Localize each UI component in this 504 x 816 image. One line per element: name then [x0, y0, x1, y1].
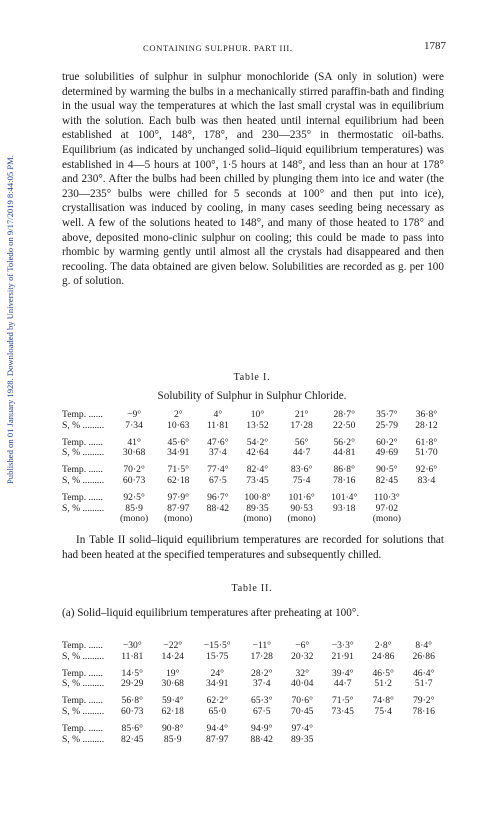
- temp-row-cell: 45·6°: [167, 436, 189, 448]
- temp-row-cell: 2·8°: [374, 640, 392, 651]
- temp-row-label: Temp. ......: [62, 640, 103, 651]
- sulphur-row-cell: 75·4: [374, 705, 392, 717]
- sulphur-row-cell: 65·0: [208, 705, 227, 717]
- temp-row-label: Temp. ......: [62, 722, 103, 734]
- temp-row: [62, 724, 444, 735]
- temp-row-cell: [409, 493, 444, 504]
- page-number: 1787: [424, 40, 446, 52]
- sulphur-row-cell: 11·81: [121, 650, 144, 662]
- sulphur-row-cell: 67·5: [209, 474, 227, 486]
- sulphur-row-cell: 88·42: [250, 733, 273, 745]
- sulphur-row-cell: 44·81: [333, 447, 356, 459]
- note-cell: (mono): [372, 513, 401, 525]
- sulphur-row-cell: 83·4: [417, 474, 436, 486]
- intro-paragraph: true solubilities of sulphur in sulphur monochloride (SA only in solution) were determined by warming the bulbs in a mechanically stirred paraffin-bath and finding in the usual way the temperatures at which the last small crystal was in equilibrium with the solution. Each bulb was then heated until internal equilibrium had been established at 100°, 148°, 178°, and 230—235° in thermostatic oil-baths. Equilibrium (as indicated by unchanged solid–liquid equilibrium temperatures) was established in 4—5 hours at 100°, 1·5 hours at 148°, and less than an hour at 178° and 230°. After the bulbs had been chilled by plunging them into ice and water (the 230—235° bulbs were chilled for 5 seconds at 100° and then put into ice), crystallisation was induced by cooling, in many cases seeding being necessary as well. A few of the solutions heated to 148°, and many of those heated to 178° and above, deposited mono-clinic sulphur on cooling; this could be made to pass into rhombic by warming gently until almost all the crystals had disappeared and then recooling. The data obtained are given below. Solubilities are recorded as g. per 100 g. of solution.: [62, 71, 444, 288]
- temp-row-cell: 54·2°: [246, 436, 269, 448]
- sulphur-row-cell: 78·16: [333, 474, 356, 486]
- temp-row-cell: 36·8°: [415, 409, 438, 420]
- sulphur-row-cell: 37·4: [252, 678, 271, 690]
- temp-row-cell: 90·5°: [376, 464, 398, 476]
- temp-row-cell: 71·5°: [167, 464, 189, 476]
- temp-row-cell: 10°: [250, 409, 265, 420]
- sulphur-row-cell: 49·69: [375, 447, 399, 459]
- sulphur-row-cell: 17·28: [290, 419, 313, 431]
- sulphur-row-cell: 40·04: [291, 678, 314, 690]
- sulphur-row-cell: 87·97: [206, 733, 229, 745]
- table1-caption: Solubility of Sulphur in Sulphur Chloride.: [157, 390, 347, 402]
- table1-title: Table I.: [233, 372, 271, 383]
- sulphur-row: [62, 652, 444, 663]
- sulphur-row-cell: 24·86: [372, 650, 395, 662]
- temp-row-cell: 90·8°: [162, 722, 184, 734]
- sulphur-row-cell: 89·35: [246, 502, 269, 514]
- temp-row-cell: 85·6°: [121, 722, 143, 734]
- sulphur-row-cell: 51·70: [415, 447, 438, 459]
- sulphur-row-cell: 93·18: [333, 502, 356, 514]
- sulphur-row-cell: 34·91: [167, 447, 190, 459]
- sulphur-row-cell: [363, 735, 403, 746]
- note-cell: (mono): [243, 513, 272, 525]
- sulphur-row-cell: 67·5: [252, 705, 271, 717]
- table1: [62, 410, 444, 525]
- temp-row-cell: 71·5°: [331, 695, 354, 707]
- sulphur-row-cell: 87·97: [167, 502, 190, 514]
- table2: [62, 641, 444, 745]
- sulphur-row-cell: 20·32: [291, 650, 314, 662]
- sulphur-row-cell: 11·81: [206, 419, 229, 431]
- sulphur-row-cell: 44·7: [333, 678, 352, 690]
- sulphur-row-cell: 73·45: [246, 474, 269, 486]
- sulphur-row-cell: 26·86: [412, 650, 435, 662]
- temp-row-label: Temp. ......: [62, 409, 103, 420]
- temp-row-cell: 8·4°: [415, 640, 433, 651]
- temp-row-cell: 41°: [127, 436, 141, 448]
- temp-row-cell: 101·6°: [288, 491, 315, 503]
- sulphur-row-cell: 30·68: [122, 447, 146, 459]
- sulphur-row: [62, 735, 444, 746]
- temp-row-label: Temp. ......: [62, 436, 103, 448]
- download-watermark: Published on 01 January 1928. Downloaded by University of Toledo on 9/17/2019 8:44:05 PM.: [5, 155, 15, 485]
- sulphur-row-label: S, % .........: [62, 419, 105, 431]
- temp-row-cell: 39·4°: [331, 667, 354, 679]
- temp-row-cell: −11°: [252, 640, 271, 651]
- sulphur-row-cell: 85·9: [163, 733, 182, 745]
- temp-row-cell: −3·3°: [331, 640, 354, 651]
- temp-row-cell: 4°: [213, 409, 223, 420]
- sulphur-row: [62, 476, 444, 487]
- sulphur-row-label: S, % .........: [62, 678, 105, 690]
- sulphur-row-cell: 78·16: [412, 705, 435, 717]
- sulphur-row-cell: 7·34: [125, 419, 143, 431]
- temp-row-cell: 19°: [166, 667, 180, 679]
- temp-row-label: Temp. ......: [62, 464, 103, 476]
- sulphur-row-cell: 60·73: [121, 705, 144, 717]
- running-head: CONTAINING SULPHUR. PART III.: [143, 43, 293, 53]
- temp-row-cell: 56°: [294, 436, 309, 448]
- paragraph-table2-intro: [62, 533, 444, 562]
- temp-row-cell: [403, 724, 444, 735]
- temp-row-cell: 21°: [294, 409, 309, 420]
- sulphur-row-label: S, % .........: [62, 474, 105, 486]
- sulphur-row-label: S, % .........: [62, 447, 105, 459]
- sulphur-row-cell: 82·45: [121, 733, 144, 745]
- temp-row-cell: 86·8°: [333, 464, 355, 476]
- temp-row-cell: −6°: [295, 640, 310, 651]
- table2-title: Table II.: [231, 583, 273, 594]
- temp-row-cell: 77·4°: [207, 464, 229, 476]
- temp-row-cell: 56·2°: [333, 436, 355, 448]
- temp-row-cell: [363, 724, 403, 735]
- sulphur-row-cell: 51·2: [374, 678, 392, 690]
- note-cell: (mono): [119, 513, 149, 525]
- sulphur-row-cell: [322, 735, 362, 746]
- sulphur-row-cell: 62·18: [167, 474, 190, 486]
- temp-row-cell: −22°: [163, 640, 183, 651]
- temp-row-cell: 35·7°: [376, 409, 398, 420]
- sulphur-row-cell: 21·91: [331, 650, 354, 662]
- temp-row-cell: 82·4°: [246, 464, 269, 476]
- sulphur-row-cell: 51·7: [414, 678, 433, 690]
- sulphur-row: [62, 421, 444, 432]
- sulphur-row-label: S, % .........: [62, 733, 105, 745]
- sulphur-row-cell: 73·45: [331, 705, 354, 717]
- temp-row-cell: 96·7°: [207, 491, 229, 503]
- sulphur-row-cell: 70·45: [291, 705, 314, 717]
- note-row: [62, 514, 444, 525]
- temp-row-cell: 61·8°: [415, 436, 438, 448]
- temp-row-cell: 70·6°: [291, 695, 313, 707]
- sulphur-row: [62, 707, 444, 718]
- temp-row-cell: 110·3°: [373, 491, 400, 503]
- sulphur-row-cell: 10·63: [167, 419, 190, 431]
- sulphur-row-cell: 85·9: [125, 502, 143, 514]
- temp-row-label: Temp. ......: [62, 667, 103, 679]
- sulphur-row-cell: 14·24: [161, 650, 184, 662]
- sulphur-row-label: S, % .........: [62, 705, 105, 717]
- temp-row-cell: 59·4°: [162, 695, 184, 707]
- temp-row-cell: 62·2°: [206, 695, 228, 707]
- temp-row-cell: 2°: [173, 409, 183, 420]
- note-cell: [409, 514, 444, 525]
- temp-row-cell: 100·8°: [244, 491, 271, 503]
- sulphur-row-cell: 17·28: [250, 650, 273, 662]
- note-cell: [200, 514, 235, 525]
- sulphur-row-cell: 75·4: [292, 474, 311, 486]
- sulphur-row-cell: 97·02: [375, 502, 399, 514]
- temp-row-cell: 79·2°: [413, 695, 435, 707]
- temp-row-cell: 28·2°: [251, 667, 273, 679]
- sulphur-row-cell: 15·75: [206, 650, 229, 662]
- temp-row-cell: 32°: [295, 667, 309, 679]
- sulphur-row-cell: 60·73: [122, 474, 146, 486]
- temp-row-cell: 92·5°: [123, 491, 145, 503]
- note-cell: (mono): [287, 513, 316, 525]
- temp-row-cell: 92·6°: [415, 464, 438, 476]
- temp-row-cell: 46·5°: [372, 667, 394, 679]
- temp-row-label: Temp. ......: [62, 491, 103, 503]
- temp-row-cell: −15·5°: [203, 640, 231, 651]
- temp-row-cell: 24°: [210, 667, 224, 679]
- temp-row-cell: 97·4°: [291, 722, 313, 734]
- temp-row-cell: [322, 724, 362, 735]
- temp-row-cell: 28·7°: [333, 409, 355, 420]
- sulphur-row-label: S, % .........: [62, 650, 105, 662]
- sulphur-row-cell: 90·53: [290, 502, 313, 514]
- note-cell: (mono): [164, 513, 193, 525]
- paragraph-table2-text: In Table II solid–liquid equilibrium temperatures are recorded for solutions that had been heated at the specified temperatures and subsequently chilled.: [62, 534, 444, 561]
- sulphur-row-cell: 29·29: [121, 678, 144, 690]
- temp-row: [62, 493, 444, 504]
- sulphur-row-cell: 37·4: [209, 447, 227, 459]
- temp-row-cell: 14·5°: [121, 667, 143, 679]
- sulphur-row-cell: 25·79: [375, 419, 399, 431]
- sulphur-row-cell: 34·91: [206, 678, 229, 690]
- temp-row-cell: 94·9°: [251, 722, 273, 734]
- sulphur-row: [62, 448, 444, 459]
- sulphur-row-label: S, % .........: [62, 502, 105, 514]
- sulphur-row-cell: 28·12: [415, 419, 438, 431]
- sulphur-row-cell: 13·52: [246, 419, 269, 431]
- temp-row-cell: 83·6°: [290, 464, 313, 476]
- temp-row-cell: 47·6°: [207, 436, 229, 448]
- temp-row-cell: 60·2°: [376, 436, 398, 448]
- temp-row-cell: 94·4°: [206, 722, 228, 734]
- temp-row-cell: 97·9°: [167, 491, 189, 503]
- temp-row-cell: 70·2°: [123, 464, 145, 476]
- temp-row-cell: −9°: [127, 409, 142, 420]
- sulphur-row-cell: 82·45: [375, 474, 399, 486]
- temp-row-cell: 65·3°: [251, 695, 273, 707]
- sulphur-row: [62, 679, 444, 690]
- sulphur-row-cell: 88·42: [206, 502, 230, 514]
- sulphur-row-cell: 44·7: [292, 447, 311, 459]
- table2-subhead: (a) Solid–liquid equilibrium temperatures after preheating at 100°.: [62, 607, 360, 619]
- temp-row-cell: −30°: [122, 640, 142, 651]
- sulphur-row-cell: 42·64: [246, 447, 269, 459]
- sulphur-row-cell: 30·68: [161, 678, 184, 690]
- sulphur-row-cell: [409, 504, 444, 515]
- temp-row-cell: 46·4°: [413, 667, 435, 679]
- note-cell: [324, 514, 365, 525]
- temp-row-cell: 101·4°: [331, 491, 358, 503]
- temp-row-label: Temp. ......: [62, 695, 103, 707]
- sulphur-row-cell: 22·50: [333, 419, 356, 431]
- sulphur-row-cell: 62·18: [161, 705, 184, 717]
- temp-row-cell: 56·8°: [121, 695, 143, 707]
- sulphur-row-cell: 89·35: [291, 733, 314, 745]
- temp-row-cell: 74·8°: [372, 695, 394, 707]
- sulphur-row-cell: [403, 735, 444, 746]
